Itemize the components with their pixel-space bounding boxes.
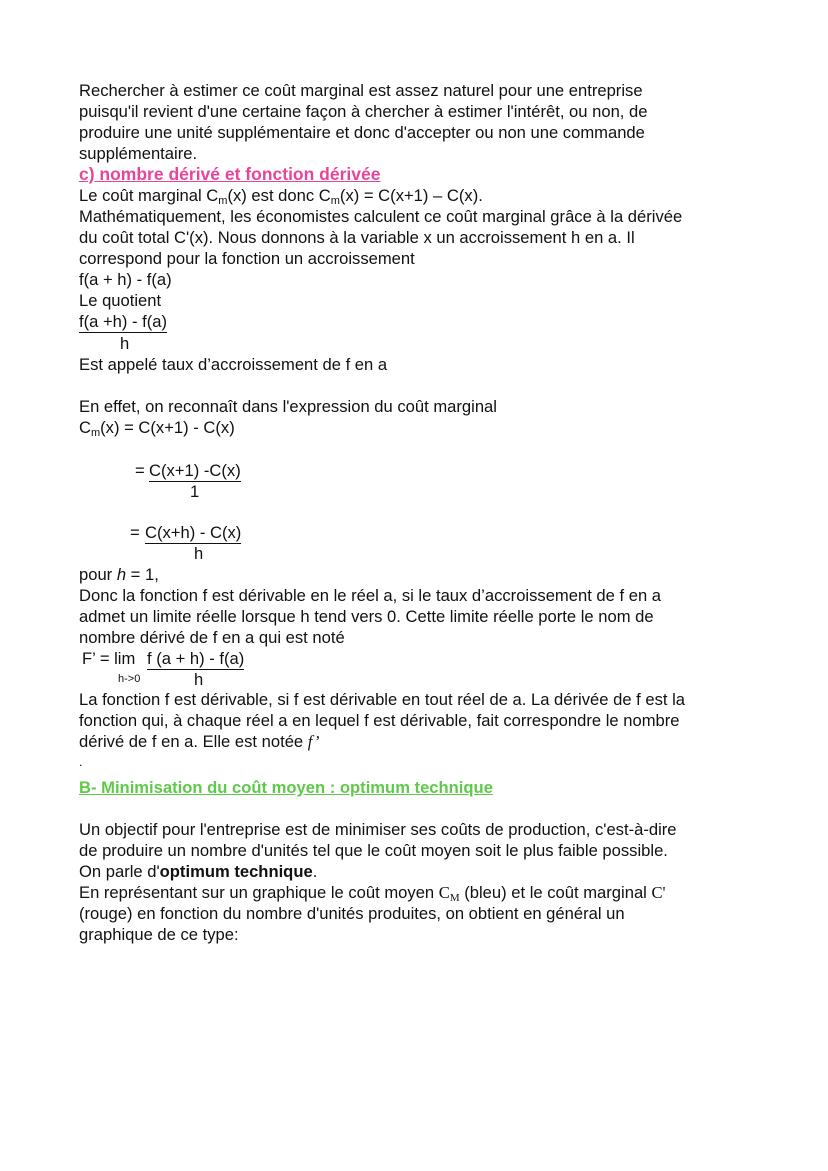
quotient-numerator: f(a +h) - f(a) [79, 312, 168, 331]
f-prime: f’ [307, 732, 320, 751]
paragraph-line: (rouge) en fonction du nombre d'unités produites, on obtient en général un [79, 904, 625, 923]
h-equals-one [79, 564, 159, 585]
text-fragment: En représentant sur un graphique le coût moyen [79, 883, 439, 902]
text-fragment: (bleu) et le coût marginal [459, 883, 652, 902]
text-fragment: (x) = C(x+1) – C(x). [339, 186, 483, 205]
paragraph-line: du coût total C'(x). Nous donnons à la variable x un accroissement h en a. Il [79, 228, 635, 247]
equation-1-numerator: C(x+1) -C(x) [149, 461, 241, 480]
limit-denominator: h [194, 670, 204, 689]
paragraph-line: graphique de ce type: [79, 925, 239, 944]
derivative-notation-line [79, 731, 319, 752]
equation-2-denominator: h [194, 544, 204, 563]
text-fragment: C [79, 418, 91, 437]
subscript: m [90, 427, 101, 439]
dot: . [79, 755, 83, 769]
equals-sign: = [130, 523, 140, 542]
marginal-cost-expression [79, 417, 235, 441]
text-fragment: pour [79, 565, 117, 584]
paragraph-line: fonction qui, à chaque réel a en lequel f est dérivable, fait correspondre le nombre [79, 711, 680, 730]
paragraph-line: Mathématiquement, les économistes calculent ce coût marginal grâce à la dérivée [79, 207, 683, 226]
paragraph-line: Donc la fonction f est dérivable en le réel a, si le taux d’accroissement de f en a [79, 586, 662, 605]
paragraph-line: produire une unité supplémentaire et donc d'accepter ou non une commande [79, 123, 645, 142]
average-cost-symbol: C [438, 883, 450, 902]
subscript: m [218, 195, 228, 207]
equation-2-numerator: C(x+h) - C(x) [145, 523, 242, 542]
text-fragment: . [312, 862, 318, 881]
paragraph-line: En effet, on reconnaît dans l'expression du coût marginal [79, 397, 497, 416]
limit-subscript: h->0 [118, 673, 141, 685]
paragraph-line: nombre dérivé de f en a qui est noté [79, 628, 345, 647]
text-fragment: (x) = C(x+1) - C(x) [100, 418, 235, 437]
quotient-denominator: h [120, 334, 130, 353]
subscript: M [449, 892, 460, 904]
text-fragment: (x) est donc C [227, 186, 331, 205]
equation-1-denominator: 1 [190, 482, 200, 501]
equals-sign: = [135, 461, 145, 480]
paragraph-line: supplémentaire. [79, 144, 198, 163]
marginal-cost-symbol: C' [651, 883, 666, 902]
paragraph-line: puisqu'il revient d'une certaine façon à chercher à estimer l'intérêt, ou non, de [79, 102, 648, 121]
paragraph-line: La fonction f est dérivable, si f est dérivable en tout réel de a. La dérivée de f est la [79, 690, 686, 709]
limit-numerator: f (a + h) - f(a) [147, 649, 245, 668]
paragraph-line: Rechercher à estimer ce coût marginal est assez naturel pour une entreprise [79, 81, 643, 100]
paragraph-line: Un objectif pour l'entreprise est de minimiser ses coûts de production, c'est-à-dire [79, 820, 677, 839]
paragraph-line: de produire un nombre d'unités tel que le coût moyen soit le plus faible possible. [79, 841, 668, 860]
section-heading-b: B- Minimisation du coût moyen : optimum technique [79, 778, 493, 797]
limit-prefix: F’ = lim [82, 649, 136, 668]
optimum-term: optimum technique [159, 862, 313, 881]
variable-h: h [116, 565, 127, 584]
text-fragment: Le coût marginal C [79, 186, 219, 205]
text-fragment: On parle d' [79, 862, 160, 881]
optimum-line [79, 861, 317, 882]
quotient-label: Le quotient [79, 291, 162, 310]
text-fragment: dérivé de f en a. Elle est notée [79, 732, 308, 751]
section-heading-c: c) nombre dérivé et fonction dérivée [79, 164, 381, 184]
increment-expression: f(a + h) - f(a) [79, 270, 172, 289]
subscript: m [330, 195, 340, 207]
rate-label: Est appelé taux d’accroissement de f en a [79, 355, 388, 374]
paragraph-line: correspond pour la fonction un accroissement [79, 249, 415, 268]
text-fragment: = 1, [126, 565, 159, 584]
paragraph-line: admet un limite réelle lorsque h tend vers 0. Cette limite réelle porte le nom de [79, 607, 654, 626]
